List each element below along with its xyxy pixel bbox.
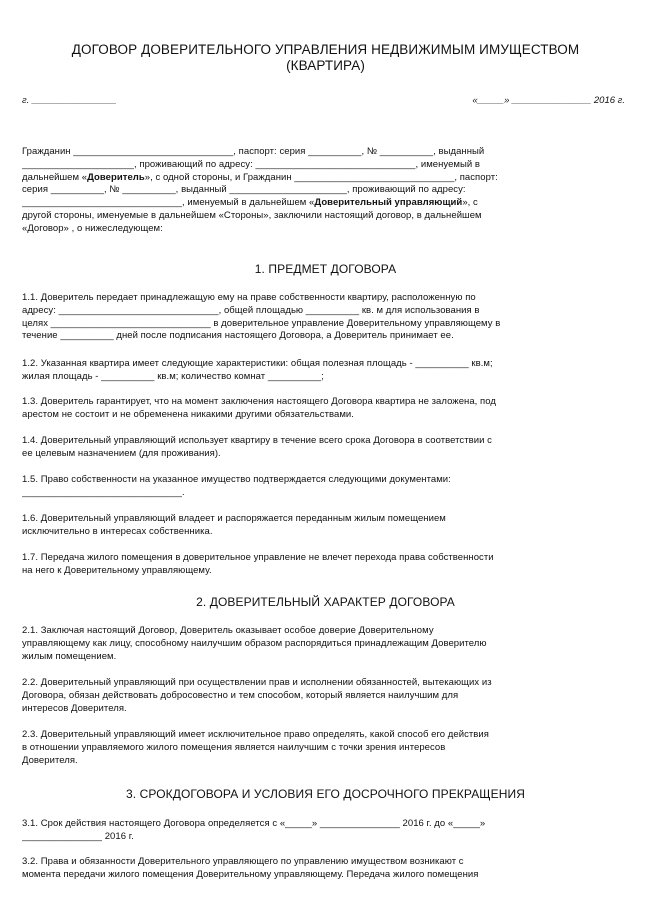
clause-line: 1.4. Доверительный управляющий использует квартиру в течение всего срока Договора в соответствии с xyxy=(22,435,492,446)
clause-line: управляющему как лицу, способному наилучшим образом распорядиться принадлежащим Доверителю xyxy=(22,637,487,649)
section-1-heading: 1. ПРЕДМЕТ ДОГОВОРА xyxy=(254,262,397,276)
clause-1-2 xyxy=(22,358,628,384)
clause-line: 1.1. Доверитель передает принадлежащую ему на праве собственности квартиру, расположенную по xyxy=(22,292,476,303)
document-title-line-2: (КВАРТИРА) xyxy=(286,58,365,73)
clause-line: исключительно в интересах собственника. xyxy=(22,525,213,537)
preamble-line: _____________________, проживающий по адресу: ______________________________, именуемый в xyxy=(22,158,481,170)
clause-line: интересов Доверителя. xyxy=(22,702,127,714)
clause-1-1 xyxy=(22,292,628,343)
clause-line: Доверителя. xyxy=(22,754,78,766)
contract-date: «_____» _______________ 2016 г. xyxy=(472,95,625,106)
preamble-text: », с одной стороны, и Гражданин ______________________________, паспорт: xyxy=(144,171,498,183)
clause-line: момента передачи жилого помещения Доверительному управляющему. Передача жилого помещения xyxy=(22,868,479,880)
clause-line: 3.2. Права и обязанности Доверительного управляющего по управлению имуществом возникают с xyxy=(22,856,464,867)
clause-line: 1.5. Право собственности на указанное имущество подтверждается следующими документами: xyxy=(22,474,451,485)
clause-line: жилым помещением. xyxy=(22,650,117,662)
preamble-line xyxy=(22,172,628,185)
preamble-text: », с xyxy=(462,197,478,209)
clause-1-3 xyxy=(22,396,628,422)
clause-line: 2.1. Заключая настоящий Договор, Доверитель оказывает особое доверие Доверительному xyxy=(22,625,434,636)
clause-1-6 xyxy=(22,513,628,539)
clause-3-1 xyxy=(22,818,628,844)
preamble-line: Гражданин ______________________________, паспорт: серия __________, № __________, выданный xyxy=(22,146,485,157)
clause-line: течение __________ дней после подписания настоящего Договора, а Доверитель принимает ее. xyxy=(22,330,454,342)
clause-2-3 xyxy=(22,729,628,767)
clause-line: 1.7. Передача жилого помещения в доверительное управление не влечет перехода права собственности xyxy=(22,552,494,563)
clause-line: Договора, обязан действовать добросовестно и тем способом, который является наилучшим для xyxy=(22,689,459,701)
clause-line: жилая площадь - __________ кв.м; количество комнат __________; xyxy=(22,370,324,382)
clause-1-4 xyxy=(22,435,628,461)
section-2-heading: 2. ДОВЕРИТЕЛЬНЫЙ ХАРАКТЕР ДОГОВОРА xyxy=(196,595,455,609)
clause-line: ______________________________. xyxy=(22,486,185,498)
section-3-heading: 3. СРОКДОГОВОРА И УСЛОВИЯ ЕГО ДОСРОЧНОГО ПРЕКРАЩЕНИЯ xyxy=(125,787,526,801)
clause-line: 3.1. Срок действия настоящего Договора определяется с «_____» _______________ 2016 г. до «_____» xyxy=(22,818,486,829)
clause-line: _______________ 2016 г. xyxy=(22,830,134,842)
clause-line: в отношении управляемого жилого помещения является наилучшим с точки зрения интересов xyxy=(22,741,446,753)
clause-1-7 xyxy=(22,552,628,578)
preamble-line: серия __________, № __________, выданный ______________________, проживающий по адресу: xyxy=(22,184,466,196)
clause-line: 1.2. Указанная квартира имеет следующие характеристики: общая полезная площадь - __________ кв.м; xyxy=(22,358,493,369)
preamble-text: дальнейшем « xyxy=(22,171,88,183)
clause-line: целях ______________________________ в доверительное управление Доверительному управляющему в xyxy=(22,317,501,329)
preamble-line xyxy=(22,197,628,210)
preamble-line: другой стороны, именуемые в дальнейшем «Стороны», заключили настоящий договор, в дальнейшем xyxy=(22,209,482,221)
clause-line: ее целевым назначением (для проживания). xyxy=(22,447,221,459)
clause-line: 2.2. Доверительный управляющий при осуществлении прав и исполнении обязанностей, вытекающих из xyxy=(22,677,492,688)
clause-line: арестом не состоит и не обременена никакими другими обязательствами. xyxy=(22,408,354,420)
clause-line: на него к Доверительному управляющему. xyxy=(22,564,212,576)
clause-3-2 xyxy=(22,856,628,882)
party-trustor-term: Доверитель xyxy=(87,171,145,183)
preamble xyxy=(22,146,628,236)
preamble-line: «Договор» , о нижеследующем: xyxy=(22,222,163,234)
clause-2-1 xyxy=(22,625,628,663)
clause-1-5 xyxy=(22,474,628,500)
document-title-line-1: ДОГОВОР ДОВЕРИТЕЛЬНОГО УПРАВЛЕНИЯ НЕДВИЖИМЫМ ИМУЩЕСТВОМ xyxy=(71,42,580,57)
party-trustee-term: Доверительный управляющий xyxy=(314,197,463,209)
clause-line: 2.3. Доверительный управляющий имеет исключительное право определять, какой способ его действия xyxy=(22,729,489,740)
contract-city: г. ________________ xyxy=(22,95,117,106)
clause-2-2 xyxy=(22,677,628,715)
clause-line: 1.3. Доверитель гарантирует, что на момент заключения настоящего Договора квартира не заложена, под xyxy=(22,396,496,407)
clause-line: адресу: ______________________________, общей площадью __________ кв. м для использования в xyxy=(22,304,480,316)
clause-line: 1.6. Доверительный управляющий владеет и распоряжается переданным жилым помещением xyxy=(22,513,446,524)
preamble-text: ______________________________, именуемый в дальнейшем « xyxy=(22,197,315,209)
